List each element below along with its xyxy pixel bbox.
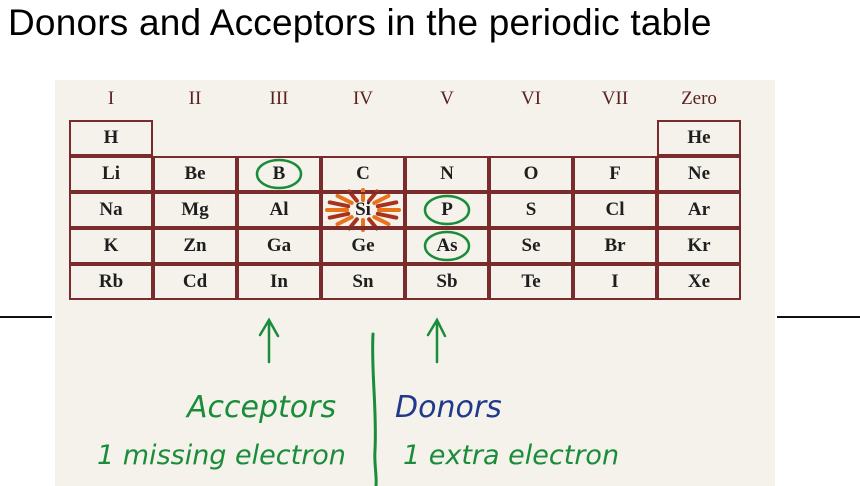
element-cell-li: Li <box>69 156 153 192</box>
element-cell-sn: Sn <box>321 264 405 300</box>
group-label: VII <box>601 88 629 109</box>
element-cell-se: Se <box>489 228 573 264</box>
element-cell-p: P <box>405 192 489 228</box>
element-cell-he: He <box>657 120 741 156</box>
donors-note: 1 extra electron <box>403 440 620 471</box>
slide-title: Donors and Acceptors in the periodic table <box>8 2 712 43</box>
donor-arrow <box>428 320 445 362</box>
group-label: II <box>188 88 202 109</box>
element-cell-mg: Mg <box>153 192 237 228</box>
element-cell-h: H <box>69 120 153 156</box>
element-cell-b: B <box>237 156 321 192</box>
element-cell-in: In <box>237 264 321 300</box>
donors-label: Donors <box>395 390 502 425</box>
element-cell-na: Na <box>69 192 153 228</box>
element-cell-cl: Cl <box>573 192 657 228</box>
element-cell-n: N <box>405 156 489 192</box>
element-cell-sb: Sb <box>405 264 489 300</box>
divider-line <box>373 334 377 486</box>
element-cell-ga: Ga <box>237 228 321 264</box>
element-cell-zn: Zn <box>153 228 237 264</box>
element-cell-i: I <box>573 264 657 300</box>
element-cell-ne: Ne <box>657 156 741 192</box>
acceptor-arrow <box>260 320 278 362</box>
element-cell-kr: Kr <box>657 228 741 264</box>
element-cell-xe: Xe <box>657 264 741 300</box>
right-rule <box>777 316 860 318</box>
element-cell-f: F <box>573 156 657 192</box>
element-cell-as: As <box>405 228 489 264</box>
element-cell-k: K <box>69 228 153 264</box>
element-cell-o: O <box>489 156 573 192</box>
left-rule <box>0 316 52 318</box>
element-cell-s: S <box>489 192 573 228</box>
element-cell-be: Be <box>153 156 237 192</box>
group-label: Zero <box>681 88 717 109</box>
periodic-table-figure <box>55 80 775 486</box>
acceptors-label: Acceptors <box>187 390 337 425</box>
element-cell-te: Te <box>489 264 573 300</box>
element-cell-c: C <box>321 156 405 192</box>
group-label: IV <box>352 88 374 109</box>
element-cell-al: Al <box>237 192 321 228</box>
annotation-layer <box>55 80 775 486</box>
element-cell-rb: Rb <box>69 264 153 300</box>
element-cell-ge: Ge <box>321 228 405 264</box>
group-label: I <box>107 88 115 109</box>
acceptors-note: 1 missing electron <box>97 440 346 471</box>
group-label: V <box>440 88 454 109</box>
group-label: III <box>269 88 289 109</box>
element-cell-cd: Cd <box>153 264 237 300</box>
group-label: VI <box>520 88 542 109</box>
element-cell-br: Br <box>573 228 657 264</box>
element-cell-si: Si <box>321 192 405 228</box>
element-cell-ar: Ar <box>657 192 741 228</box>
